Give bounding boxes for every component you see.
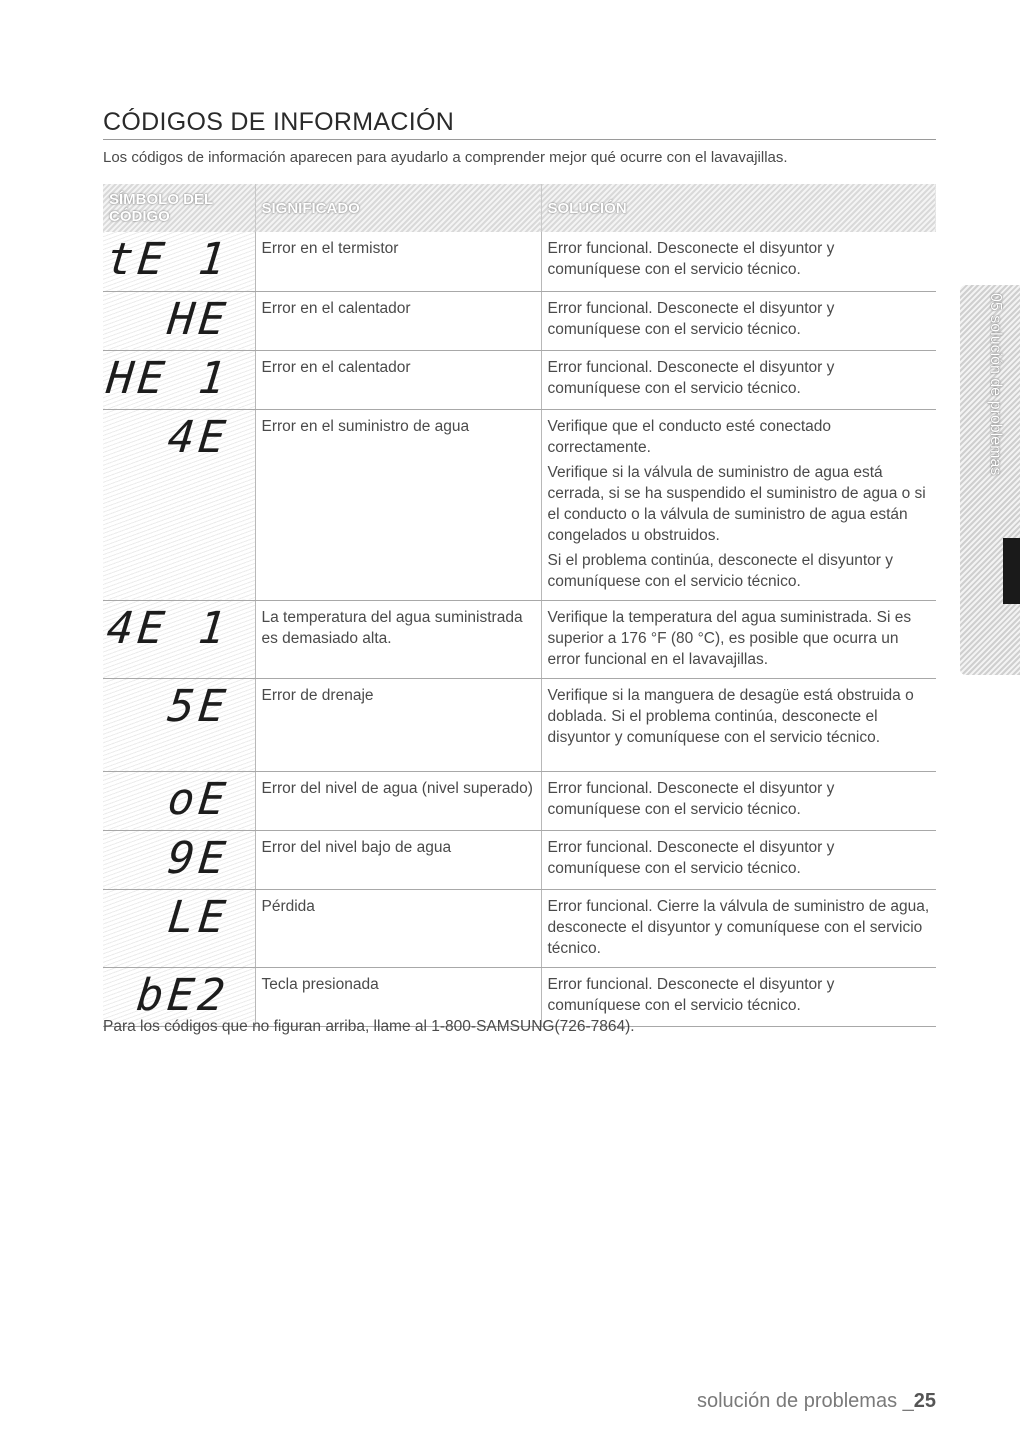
code-symbol-cell bbox=[103, 830, 255, 889]
footer-section-label: solución de problemas _ bbox=[696, 1390, 914, 1412]
meaning-cell: Error en el suministro de agua bbox=[255, 409, 541, 600]
display-code: 9E bbox=[164, 832, 232, 884]
code-symbol-cell bbox=[103, 291, 255, 350]
solution-text: Error funcional. Cierre la válvula de suministro de agua, desconecte el disyuntor y comuníquese con el servicio técnico. bbox=[547, 897, 930, 957]
table-row bbox=[103, 830, 936, 889]
meaning-cell: Pérdida bbox=[255, 889, 541, 967]
solution-cell bbox=[541, 678, 936, 771]
table-row bbox=[103, 350, 936, 409]
meaning-cell: Error en el calentador bbox=[255, 350, 541, 409]
display-code: oE bbox=[164, 773, 232, 825]
page-title: CÓDIGOS DE INFORMACIÓN bbox=[103, 108, 455, 136]
solution-cell bbox=[541, 830, 936, 889]
table-row bbox=[103, 232, 936, 291]
solution-cell bbox=[541, 291, 936, 350]
display-code: 4E 1 bbox=[103, 602, 232, 654]
page-footer bbox=[697, 1390, 936, 1413]
code-symbol-cell bbox=[103, 678, 255, 771]
code-symbol-cell bbox=[103, 232, 255, 291]
solution-text: Verifique si la válvula de suministro de agua está cerrada, si se ha suspendido el suministro de agua o si el conducto o la válvula de suministro de agua están congelados u obstruidos. bbox=[547, 463, 926, 544]
meaning-cell: Error de drenaje bbox=[255, 678, 541, 771]
display-code: 4E bbox=[164, 411, 232, 463]
section-tab-marker bbox=[1003, 538, 1020, 604]
page-number: 25 bbox=[913, 1390, 936, 1412]
solution-cell bbox=[541, 600, 936, 678]
meaning-cell: Error del nivel bajo de agua bbox=[255, 830, 541, 889]
display-code: tE 1 bbox=[103, 234, 232, 285]
meaning-cell: Error del nivel de agua (nivel superado) bbox=[255, 771, 541, 830]
solution-text: Error funcional. Desconecte el disyuntor y comuníquese con el servicio técnico. bbox=[547, 838, 835, 877]
display-code: 5E bbox=[164, 680, 232, 732]
header-meaning: SIGNIFICADO bbox=[255, 184, 541, 232]
display-code: HE bbox=[164, 293, 232, 345]
display-code: HE 1 bbox=[103, 352, 232, 404]
code-symbol-cell bbox=[103, 350, 255, 409]
table-row bbox=[103, 291, 936, 350]
solution-text: Error funcional. Desconecte el disyuntor y comuníquese con el servicio técnico. bbox=[547, 975, 835, 1014]
meaning-cell: Error en el termistor bbox=[255, 232, 541, 291]
code-symbol-cell bbox=[103, 771, 255, 830]
table-row bbox=[103, 678, 936, 771]
header-symbol: SÍMBOLO DEL CÓDIGO bbox=[103, 184, 255, 232]
table-header-row bbox=[103, 184, 936, 232]
info-codes-table bbox=[103, 184, 936, 1027]
meaning-cell: Tecla presionada bbox=[255, 967, 541, 1026]
code-symbol-cell bbox=[103, 600, 255, 678]
code-symbol-cell bbox=[103, 889, 255, 967]
solution-text: Verifique que el conducto esté conectado correctamente. bbox=[547, 417, 832, 456]
solution-text: Error funcional. Desconecte el disyuntor y comuníquese con el servicio técnico. bbox=[547, 358, 835, 397]
meaning-cell: La temperatura del agua suministrada es demasiado alta. bbox=[255, 600, 541, 678]
title-divider bbox=[103, 139, 936, 140]
header-solution: SOLUCIÓN bbox=[541, 184, 936, 232]
table-row bbox=[103, 889, 936, 967]
solution-cell bbox=[541, 350, 936, 409]
solution-text: Verifique si la manguera de desagüe está obstruida o doblada. Si el problema continúa, desconecte el disyuntor y comuníquese con el servicio técnico. bbox=[547, 686, 914, 746]
table-row bbox=[103, 409, 936, 600]
solution-cell bbox=[541, 232, 936, 291]
solution-text: Error funcional. Desconecte el disyuntor y comuníquese con el servicio técnico. bbox=[547, 299, 835, 338]
table-row bbox=[103, 771, 936, 830]
intro-text: Los códigos de información aparecen para ayudarlo a comprender mejor qué ocurre con el lavavajillas. bbox=[103, 149, 788, 166]
solution-text: Error funcional. Desconecte el disyuntor y comuníquese con el servicio técnico. bbox=[547, 779, 835, 818]
solution-text: Verifique la temperatura del agua suministrada. Si es superior a 176 °F (80 °C), es posible que ocurra un error funcional en el lavavajillas. bbox=[547, 608, 912, 668]
table-row bbox=[103, 600, 936, 678]
meaning-cell: Error en el calentador bbox=[255, 291, 541, 350]
display-code: LE bbox=[164, 891, 232, 943]
solution-cell bbox=[541, 409, 936, 600]
footnote: Para los códigos que no figuran arriba, llame al 1-800-SAMSUNG(726-7864). bbox=[103, 1018, 635, 1035]
display-code: bE2 bbox=[134, 969, 232, 1021]
solution-text: Error funcional. Desconecte el disyuntor y comuníquese con el servicio técnico. bbox=[547, 240, 835, 278]
code-symbol-cell bbox=[103, 409, 255, 600]
solution-cell bbox=[541, 771, 936, 830]
section-tab-label: 05 solución de problemas bbox=[987, 293, 1004, 476]
solution-cell bbox=[541, 889, 936, 967]
solution-text: Si el problema continúa, desconecte el disyuntor y comuníquese con el servicio técnico. bbox=[547, 551, 894, 590]
